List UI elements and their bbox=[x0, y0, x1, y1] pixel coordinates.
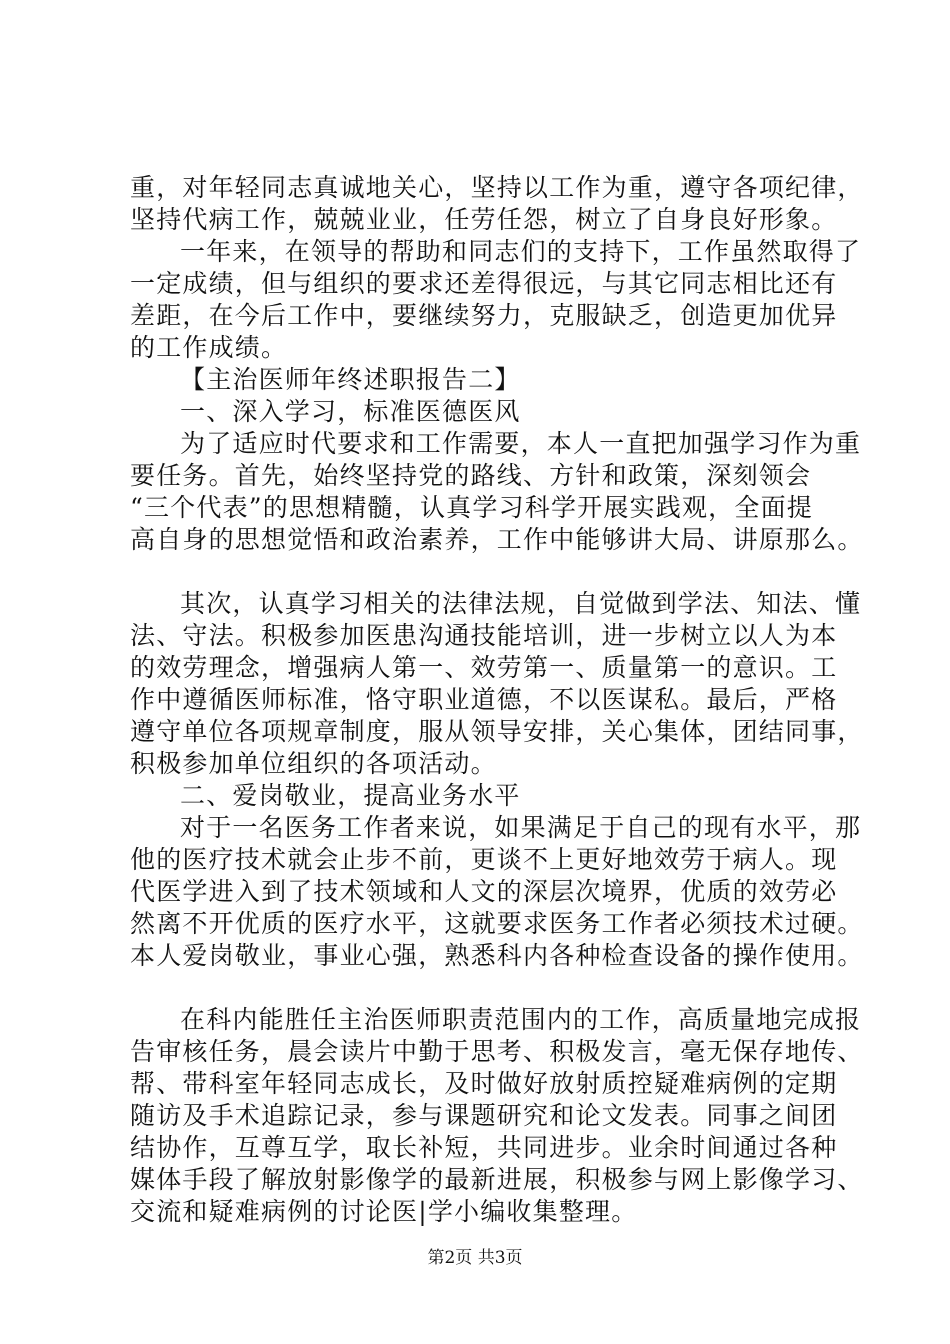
text-line: 他的医疗技术就会止步不前，更谈不上更好地效劳于病人。现 bbox=[130, 845, 838, 874]
blank-line bbox=[130, 972, 842, 1004]
text-line: 作中遵循医师标准，恪守职业道德，不以医谋私。最后，严格 bbox=[130, 685, 838, 714]
text-line: 然离不开优质的医疗水平，这就要求医务工作者必须技术过硬。 bbox=[130, 909, 864, 938]
text-line: 的工作成绩。 bbox=[130, 333, 288, 362]
text-line: 告审核任务，晨会读片中勤于思考、积极发言，毫无保存地传、 bbox=[130, 1037, 864, 1066]
text-line: 其次，认真学习相关的法律法规，自觉做到学法、知法、懂 bbox=[180, 589, 862, 618]
text-line: 交流和疑难病例的讨论医|学小编收集整理。 bbox=[130, 1197, 638, 1226]
text-line: 媒体手段了解放射影像学的最新进展，积极参与网上影像学习、 bbox=[130, 1165, 864, 1194]
text-line: 的效劳理念，增强病人第一、效劳第一、质量第一的意识。工 bbox=[130, 653, 838, 682]
text-line: 坚持代病工作，兢兢业业，任劳任怨，树立了自身良好形象。 bbox=[130, 205, 838, 234]
text-line: 代医学进入到了技术领域和人文的深层次境界，优质的效劳必 bbox=[130, 877, 838, 906]
text-line: 本人爱岗敬业，事业心强，熟悉科内各种检查设备的操作使用。 bbox=[130, 941, 864, 970]
text-line: 遵守单位各项规章制度，服从领导安排，关心集体，团结同事， bbox=[130, 717, 864, 746]
text-line: 对于一名医务工作者来说，如果满足于自己的现有水平，那 bbox=[180, 813, 862, 842]
text-line: 要任务。首先，始终坚持党的路线、方针和政策，深刻领会 bbox=[130, 461, 812, 490]
document-body bbox=[130, 172, 864, 1228]
text-line: 帮、带科室年轻同志成长，及时做好放射质控疑难病例的定期 bbox=[130, 1069, 838, 1098]
text-line: 为了适应时代要求和工作需要，本人一直把加强学习作为重 bbox=[180, 429, 862, 458]
text-line: 在科内能胜任主治医师职责范围内的工作，高质量地完成报 bbox=[180, 1005, 862, 1034]
text-line: “三个代表”的思想精髓，认真学习科学开展实践观，全面提 bbox=[130, 493, 813, 522]
blank-line bbox=[130, 556, 842, 588]
text-line: 结协作，互尊互学，取长补短，共同进步。业余时间通过各种 bbox=[130, 1133, 838, 1162]
text-line: 差距，在今后工作中，要继续努力，克服缺乏，创造更加优异 bbox=[130, 301, 838, 330]
text-line: 高自身的思想觉悟和政治素养，工作中能够讲大局、讲原那么。 bbox=[130, 525, 864, 554]
text-line: 一年来，在领导的帮助和同志们的支持下，工作虽然取得了 bbox=[180, 237, 862, 266]
text-line: 法、守法。积极参加医患沟通技能培训，进一步树立以人为本 bbox=[130, 621, 838, 650]
page-footer: 第2页 共3页 bbox=[427, 1248, 523, 1268]
text-line: 二、爱岗敬业，提高业务水平 bbox=[180, 781, 521, 810]
text-line: 随访及手术追踪记录，参与课题研究和论文发表。同事之间团 bbox=[130, 1101, 838, 1130]
text-line: 一、深入学习，标准医德医风 bbox=[180, 397, 521, 426]
text-line: 【主治医师年终述职报告二】 bbox=[180, 365, 521, 394]
text-line: 重，对年轻同志真诚地关心，坚持以工作为重，遵守各项纪律， bbox=[130, 173, 864, 202]
text-line: 一定成绩，但与组织的要求还差得很远，与其它同志相比还有 bbox=[130, 269, 838, 298]
text-line: 积极参加单位组织的各项活动。 bbox=[130, 749, 497, 778]
